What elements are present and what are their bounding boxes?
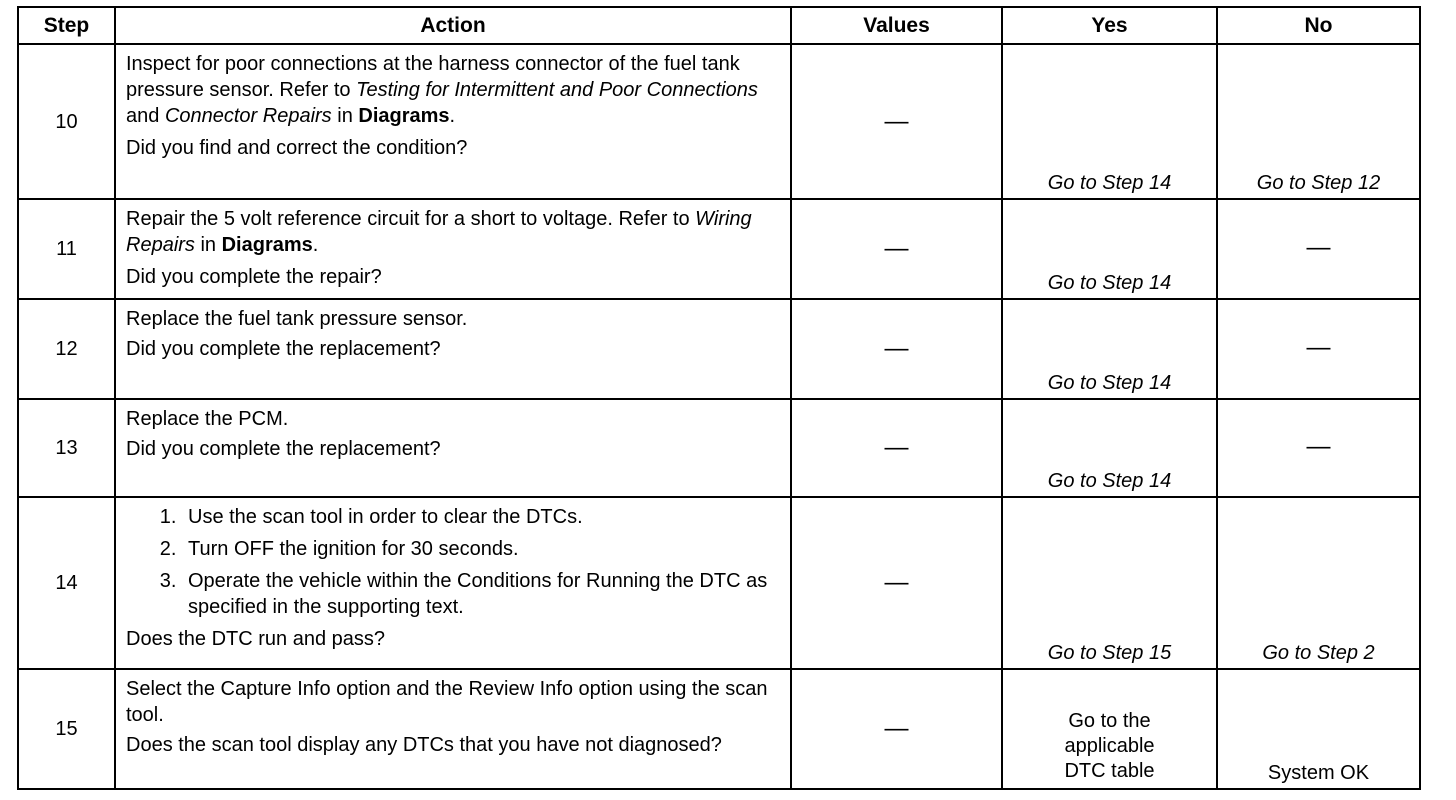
yes-line: applicable — [1064, 735, 1155, 757]
no-cell: — — [1217, 299, 1420, 399]
values-cell: — — [791, 199, 1002, 299]
diagnostic-table — [17, 6, 1421, 790]
list-item: 1. Use the scan tool in order to clear the DTCs. — [182, 504, 780, 530]
values-cell: — — [791, 669, 1002, 789]
action-cell — [115, 299, 791, 399]
action-cell — [115, 669, 791, 789]
action-text: Select the Capture Info option and the Review Info option using the scan tool. — [126, 678, 768, 726]
step-number: 14 — [18, 497, 115, 669]
values-cell: — — [791, 399, 1002, 497]
action-question: Does the DTC run and pass? — [126, 628, 386, 650]
action-question: Did you find and correct the condition? — [126, 137, 468, 159]
yes-text — [1003, 709, 1216, 786]
no-cell: — — [1217, 199, 1420, 299]
action-question: Does the scan tool display any DTCs that you have not diagnosed? — [126, 734, 722, 756]
no-cell: Go to Step 2 — [1217, 497, 1420, 669]
values-cell: — — [791, 299, 1002, 399]
no-cell: Go to Step 12 — [1217, 44, 1420, 199]
table-row — [18, 199, 1420, 299]
yes-cell: Go to Step 14 — [1002, 199, 1217, 299]
action-text-part: in — [331, 105, 359, 127]
action-text-part: . — [449, 105, 456, 127]
table-row — [18, 299, 1420, 399]
step-number: 11 — [18, 199, 115, 299]
action-text-part: Inspect for poor connections at the harness connector of the fuel tank pressure sensor. Refer to — [126, 53, 740, 101]
values-cell: — — [791, 497, 1002, 669]
yes-cell — [1002, 669, 1217, 789]
yes-line: DTC table — [1064, 760, 1155, 782]
action-reference: Connector Repairs — [164, 105, 332, 127]
header-values: Values — [791, 7, 1002, 44]
no-cell: — — [1217, 399, 1420, 497]
header-no: No — [1217, 7, 1420, 44]
action-text — [126, 51, 780, 129]
action-text — [126, 206, 780, 258]
list-item: 3. Operate the vehicle within the Conditions for Running the DTC as specified in the supporting text. — [182, 568, 780, 620]
action-cell — [115, 44, 791, 199]
diagrams-reference: Diagrams — [358, 105, 450, 127]
yes-cell: Go to Step 14 — [1002, 44, 1217, 199]
values-cell: — — [791, 44, 1002, 199]
yes-cell: Go to Step 14 — [1002, 299, 1217, 399]
action-text-part: . — [312, 234, 319, 256]
action-cell — [115, 399, 791, 497]
action-reference: Wiring Repairs — [126, 208, 752, 256]
header-step: Step — [18, 7, 115, 44]
action-reference: Testing for Intermittent and Poor Connections — [356, 79, 758, 101]
yes-line: Go to the — [1068, 710, 1151, 732]
action-question: Did you complete the replacement? — [126, 438, 441, 460]
list-item: 2. Turn OFF the ignition for 30 seconds. — [182, 536, 780, 562]
procedure-list — [126, 504, 780, 620]
diagrams-reference: Diagrams — [221, 234, 313, 256]
table-row — [18, 399, 1420, 497]
action-text-part: in — [194, 234, 222, 256]
action-text: Replace the PCM. — [126, 408, 289, 430]
step-number: 10 — [18, 44, 115, 199]
header-yes: Yes — [1002, 7, 1217, 44]
action-cell — [115, 199, 791, 299]
step-number: 13 — [18, 399, 115, 497]
table-row — [18, 44, 1420, 199]
action-question: Did you complete the repair? — [126, 266, 382, 288]
header-row — [18, 7, 1420, 44]
action-text-part: and — [126, 105, 165, 127]
step-number: 15 — [18, 669, 115, 789]
table-row — [18, 497, 1420, 669]
yes-cell: Go to Step 15 — [1002, 497, 1217, 669]
table-row — [18, 669, 1420, 789]
action-cell — [115, 497, 791, 669]
no-cell: System OK — [1217, 669, 1420, 789]
step-number: 12 — [18, 299, 115, 399]
action-text-part: Repair the 5 volt reference circuit for a short to voltage. Refer to — [126, 208, 696, 230]
yes-cell: Go to Step 14 — [1002, 399, 1217, 497]
action-question: Did you complete the replacement? — [126, 338, 441, 360]
header-action: Action — [115, 7, 791, 44]
action-text: Replace the fuel tank pressure sensor. — [126, 308, 468, 330]
